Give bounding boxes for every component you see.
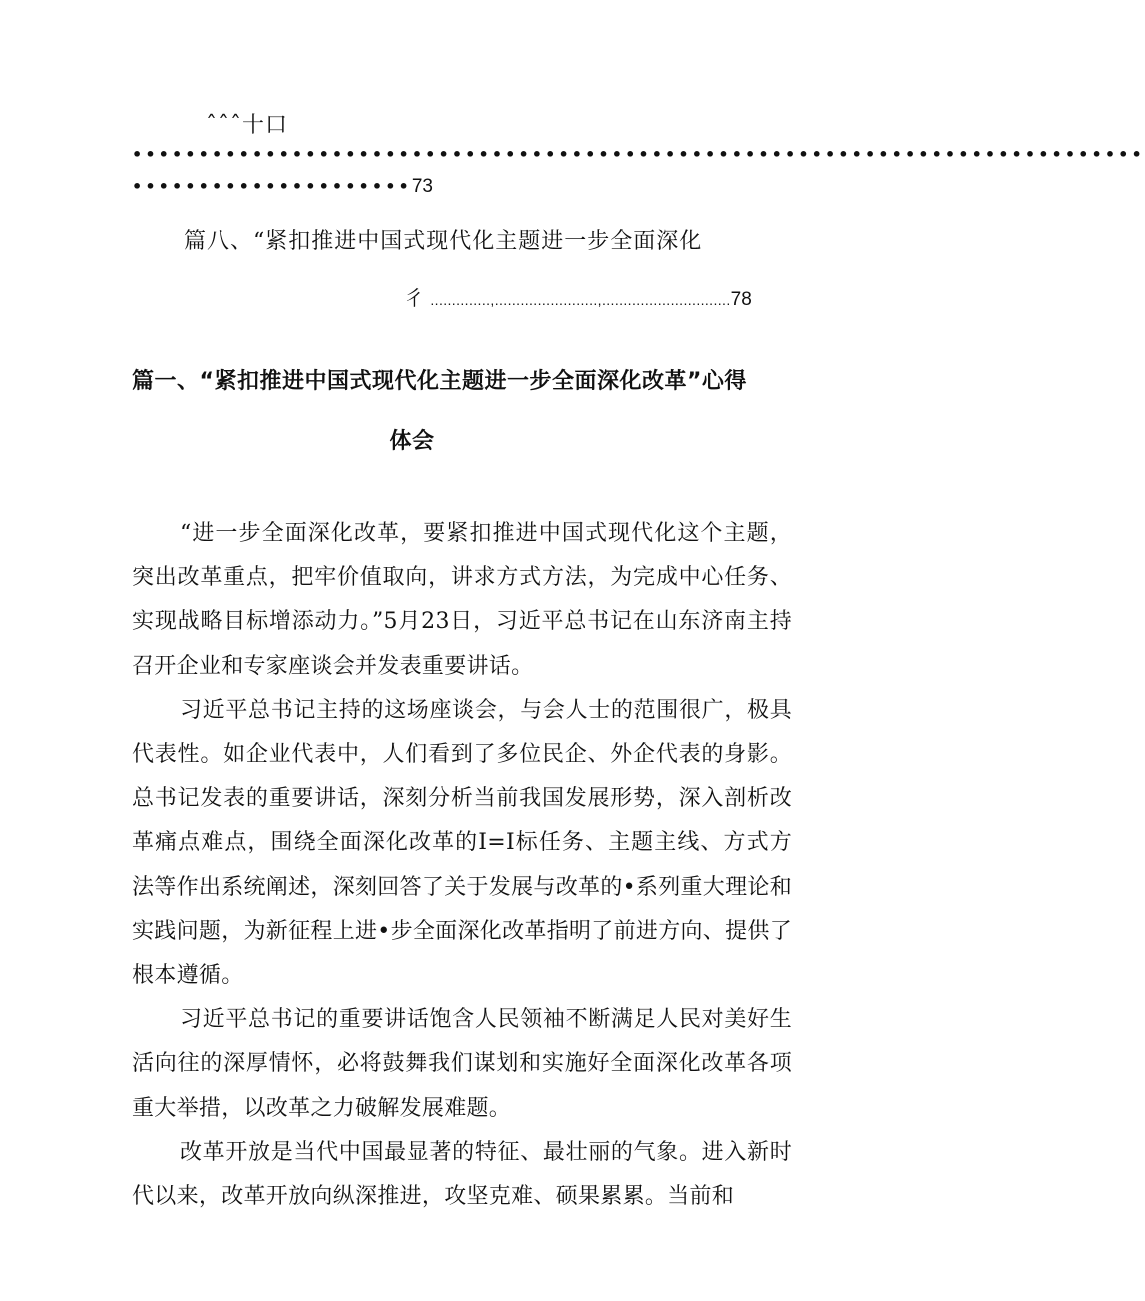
toc-entry-8-continuation [404, 282, 752, 311]
paragraph: 习近平总书记的重要讲话饱含人民领袖不断满足人民对美好生活向往的深厚情怀，必将鼓舞我们谋划和实施好全面深化改革各项重大举措，以改革之力破解发展难题。 [132, 1007, 792, 1121]
toc-entry-8-page-number: 78 [730, 289, 752, 310]
paragraph: 改革开放是当代中国最显著的特征、最壮丽的气象。进入新时代以来，改革开放向纵深推进，攻坚克难、硕果累累。当前和 [132, 1139, 792, 1210]
toc-fragment: ˆˆˆ十口 [206, 113, 289, 138]
toc-dot-leader: •••••••••••••••••••••••••••••••••••••••••••••••••••••••••••••••••••••••••••• [132, 145, 1145, 164]
article-body [132, 512, 792, 1219]
toc-entry-8-leader: ..............,........................,.............................. [430, 292, 731, 308]
section-title-line1: 篇一、“紧扣推进中国式现代化主题进一步全面深化改革”心得 [132, 369, 747, 394]
paragraph: “进一步全面深化改革，要紧扣推进中国式现代化这个主题，突出改革重点，把牢价值取向，讲求方式方法，为完成中心任务、实现战略目标增添动力。”5月23日，习近平总书记在山东济南主持召开企业和专家座谈会并发表重要讲话。 [132, 521, 792, 679]
section-title [132, 352, 792, 472]
paragraph: 习近平总书记主持的这场座谈会，与会人士的范围很广，极具代表性。如企业代表中，人们看到了多位民企、外企代表的身影。总书记发表的重要讲话，深刻分析当前我国发展形势，深入剖析改革痛点难点，围绕全面深化改革的I=I标任务、主题主线、方式方法等作出系统阐述，深刻回答了关于发展与改革的•系列重大理论和实践问题，为新征程上进•步全面深化改革指明了前进方向、提供了根本遵循。 [132, 697, 792, 989]
toc-dot-leader-end [132, 176, 433, 198]
toc-entry-8-char: 彳 [404, 286, 424, 310]
toc-entry-8: 篇八、“紧扣推进中国式现代化主题进一步全面深化 [184, 229, 703, 254]
toc-page-number: 73 [411, 176, 433, 197]
toc-dot-leader-dots: ••••••••••••••••••••• [132, 177, 412, 196]
section-title-line2: 体会 [389, 429, 435, 454]
